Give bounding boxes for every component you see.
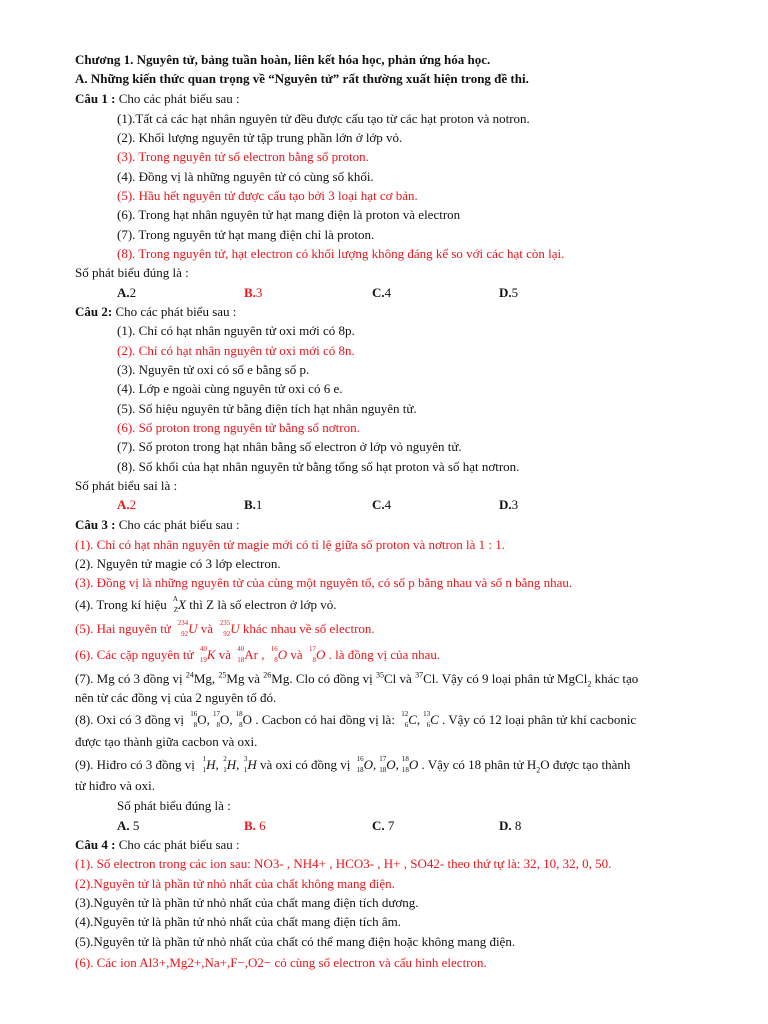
q1-option-a: A.2 — [117, 285, 137, 300]
q3-statement-4: (4). Trong kí hiệu A Z X thì Z là số electron ở lớp vỏ. — [75, 595, 337, 614]
q3-statement-5: (5). Hai nguyên tử 234 92 U và 235 92 U khác nhau về số electron. — [75, 619, 375, 638]
q2-option-d: D.3 — [499, 497, 519, 512]
q4-statement-5: (5).Nguyên tử là phần tử nhỏ nhất của chất có thể mang điện hoặc không mang điện. — [75, 934, 516, 949]
q2-statement-5: (5). Số hiệu nguyên tử bằng điện tích hạt nhân nguyên tử. — [117, 401, 417, 416]
q2-option-a: A.2 — [117, 497, 137, 512]
q4-statement-6: (6). Các ion Al3+,Mg2+,Na+,F−,O2− có cùng số electron và cấu hình electron. — [75, 955, 487, 970]
q4-statement-1: (1). Số electron trong các ion sau: NO3- , NH4+ , HCO3- , H+ , SO42- theo thứ tự là: 32, 10, 32, 0, 50. — [75, 856, 612, 871]
question-2-title: Câu 2: Cho các phát biểu sau : — [75, 304, 237, 319]
q4-statement-2: (2).Nguyên tử là phần tử nhỏ nhất của chất không mang điện. — [75, 876, 395, 891]
q1-option-c: C.4 — [372, 285, 392, 300]
q2-option-c: C.4 — [372, 497, 392, 512]
q2-statement-7: (7). Số proton trong hạt nhân bằng số electron ở lớp vỏ nguyên tử. — [117, 439, 462, 454]
section-heading: A. Những kiến thức quan trọng về “Nguyên tử” rất thường xuất hiện trong đề thi. — [75, 71, 529, 86]
q1-statement-3: (3). Trong nguyên tử số electron bằng số proton. — [117, 149, 369, 164]
q3-ask: Số phát biểu đúng là : — [117, 798, 231, 813]
q1-statement-6: (6). Trong hạt nhân nguyên tử hạt mang điện là proton và electron — [117, 207, 461, 222]
q1-statement-4: (4). Đồng vị là những nguyên tử có cùng số khối. — [117, 169, 374, 184]
q1-option-b: B.3 — [244, 285, 263, 300]
q1-statement-7: (7). Trong nguyên tử hạt mang điện chỉ là proton. — [117, 227, 375, 242]
q3-statement-9: (9). Hiđro có 3 đồng vị 1 1 H, 2 1 H, 3 1 H và oxi có đồng vị 16 18 O, 17 18 O, 18 18 O . Vậy có 18 phân tử $H_2O$ được tạo thành — [75, 755, 631, 775]
q1-option-d: D.5 — [499, 285, 519, 300]
q4-statement-3: (3).Nguyên tử là phần tử nhỏ nhất của chất mang điện tích dương. — [75, 895, 419, 910]
q2-ask: Số phát biểu sai là : — [75, 478, 178, 493]
q1-statement-5: (5). Hầu hết nguyên tử được cấu tạo bởi 3 loại hạt cơ bản. — [117, 188, 418, 203]
question-4-title: Câu 4 : Cho các phát biểu sau : — [75, 837, 240, 852]
q2-option-b: B.1 — [244, 497, 263, 512]
q2-statement-1: (1). Chỉ có hạt nhân nguyên tử oxi mới có 8p. — [117, 323, 355, 338]
q1-statement-1: (1).Tất cả các hạt nhân nguyên tử đều được cấu tạo từ các hạt proton và notron. — [117, 111, 530, 126]
q3-option-c: C. 7 — [372, 818, 395, 833]
q3-statement-8-cont: được tạo thành giữa cacbon và oxi. — [75, 734, 258, 749]
q3-statement-9-cont: từ hiđro và oxi. — [75, 778, 155, 793]
q3-statement-8: (8). Oxi có 3 đồng vị 16 8 O, 17 8 O, 18 8 O . Cacbon có hai đồng vị là: 12 6 C, 13 6 C . Vậy có 12 loại phân tử khí cacbonic — [75, 710, 637, 729]
q3-option-b: B. 6 — [244, 818, 266, 833]
q3-statement-7-cont: nên từ các đồng vị của 2 nguyên tố đó. — [75, 690, 277, 705]
q1-statement-8: (8). Trong nguyên tử, hạt electron có khối lượng không đáng kể so với các hạt còn lại. — [117, 246, 565, 261]
q1-statement-2: (2). Khối lượng nguyên tử tập trung phần lớn ở lớp vỏ. — [117, 130, 403, 145]
q3-statement-3: (3). Đồng vị là những nguyên tử của cùng một nguyên tố, có số p bằng nhau và số n bằng nhau. — [75, 575, 573, 590]
q3-statement-7: (7). Mg có 3 đồng vị $^{24}$Mg, $^{25}$Mg và $^{26}$Mg. Clo có đồng vị $^{35}$Cl và $^{37}$Cl. Vậy có 9 loại phân tử MgCl$_2$ khác tạo — [75, 670, 639, 689]
chapter-heading: Chương 1. Nguyên tử, bảng tuần hoàn, liên kết hóa học, phản ứng hóa học. — [75, 52, 491, 67]
q3-option-d: D. 8 — [499, 818, 522, 833]
q4-statement-4: (4).Nguyên tử là phần tử nhỏ nhất của chất mang điện tích âm. — [75, 914, 401, 929]
q3-statement-6: (6). Các cặp nguyên tử 40 19 K và 40 18 Ar , 16 8 O và 17 8 O . là đồng vị của nhau. — [75, 645, 441, 664]
q3-statement-2: (2). Nguyên tử magie có 3 lớp electron. — [75, 556, 281, 571]
q2-statement-2: (2). Chỉ có hạt nhân nguyên tử oxi mới có 8n. — [117, 343, 355, 358]
q2-statement-4: (4). Lớp e ngoài cùng nguyên tử oxi có 6 e. — [117, 381, 343, 396]
q3-statement-1: (1). Chỉ có hạt nhân nguyên tử magie mới có tỉ lệ giữa số proton và nơtron là 1 : 1. — [75, 537, 506, 552]
q2-statement-8: (8). Số khối của hạt nhân nguyên tử bằng tổng số hạt proton và số hạt nơtron. — [117, 459, 520, 474]
question-3-title: Câu 3 : Cho các phát biểu sau : — [75, 517, 240, 532]
q1-ask: Số phát biểu đúng là : — [75, 265, 189, 280]
q2-statement-3: (3). Nguyên tử oxi có số e bằng số p. — [117, 362, 310, 377]
q3-option-a: A. 5 — [117, 818, 140, 833]
question-1-title: Câu 1 : Cho các phát biểu sau : — [75, 91, 240, 106]
q2-statement-6: (6). Số proton trong nguyên tử bằng số nơtron. — [117, 420, 360, 435]
